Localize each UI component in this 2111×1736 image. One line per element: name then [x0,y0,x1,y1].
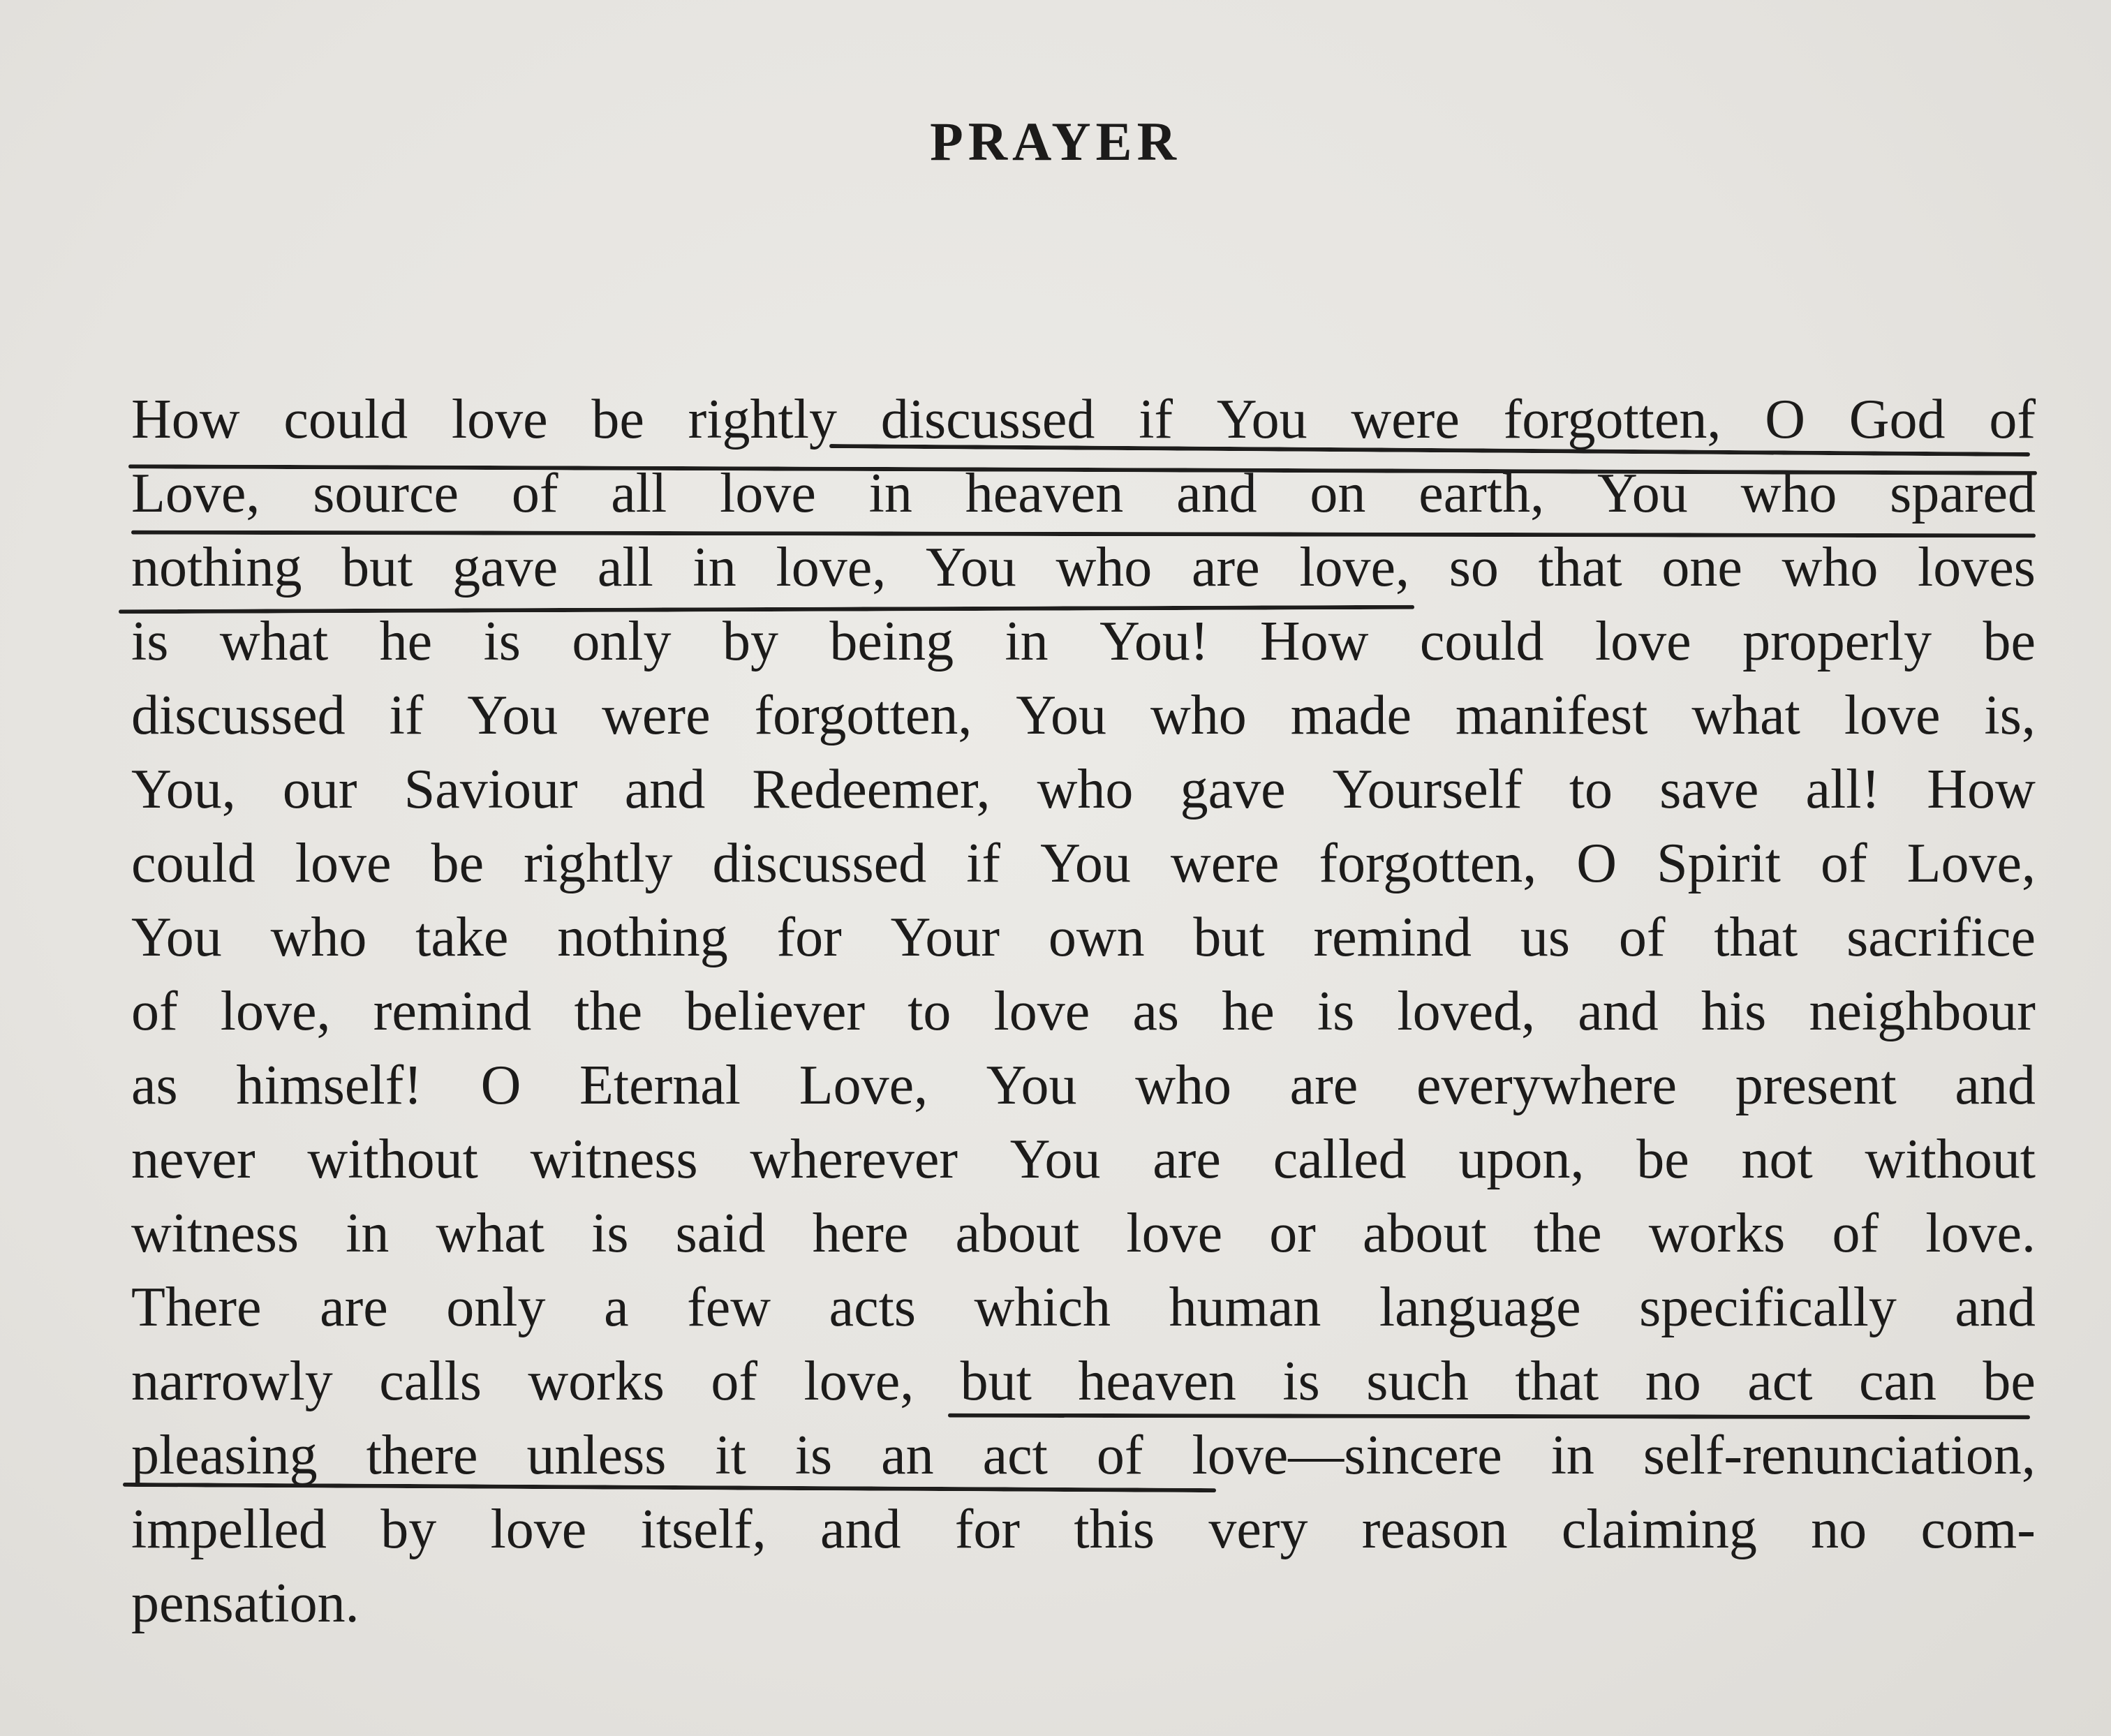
word: love [295,833,392,894]
word: there [366,1425,478,1486]
word: pleasing [131,1425,318,1486]
word: heaven [965,463,1124,524]
word: is, [1984,685,2036,746]
word: neighbour [1809,981,2036,1042]
word: but [960,1351,1032,1412]
word: discussed [880,389,1095,450]
word: How [1927,759,2036,820]
word: love [993,981,1090,1042]
word: be [431,833,484,894]
word: who [1056,537,1153,598]
word: no [1811,1499,1867,1560]
word: works [1648,1203,1786,1264]
word: O [1765,389,1805,450]
word: love [1126,1203,1223,1264]
word: love [720,463,816,524]
text-line [131,1122,2036,1196]
word: love [490,1499,587,1560]
word: himself! [236,1055,422,1116]
word: of [1832,1203,1879,1264]
word: earth, [1419,463,1545,524]
word: no [1645,1351,1701,1412]
word: that [1714,907,1798,968]
word: who [270,907,367,968]
word: Love, [799,1055,928,1116]
word: who [1150,685,1247,746]
word: the [1533,1203,1602,1264]
word: are [320,1277,388,1338]
word: are [1153,1129,1221,1190]
word: the [574,981,643,1042]
word: witness [131,1203,299,1264]
word: and [1955,1055,2036,1116]
word: How [131,389,240,450]
word: who [1782,537,1879,598]
word: and [1578,981,1659,1042]
word: were [1351,389,1460,450]
word: take [415,907,509,968]
word: not [1741,1129,1813,1190]
word: and [1955,1277,2036,1338]
word: You, [131,759,236,820]
word: and [624,759,706,820]
word: of [711,1351,757,1412]
word: unless [526,1425,667,1486]
word: and [820,1499,901,1560]
word: his [1701,981,1767,1042]
page-title: PRAYER [930,111,1181,172]
word: made [1290,685,1412,746]
word: of [1096,1425,1143,1486]
word: few [687,1277,771,1338]
word: own [1048,907,1145,968]
word: in [346,1203,390,1264]
word: as [1132,981,1180,1042]
word: forgotten, [754,685,972,746]
word: could [283,389,408,450]
word: he [1222,981,1275,1042]
word: what [219,611,329,672]
word: loves [1918,537,2036,598]
word: believer [685,981,865,1042]
word: You [1040,833,1131,894]
word: an [881,1425,934,1486]
word: could [1419,611,1544,672]
word: but [1193,907,1265,968]
word: You [1216,389,1308,450]
word: witness [530,1129,698,1190]
word: he [379,611,433,672]
word: were [602,685,711,746]
word: said [675,1203,766,1264]
word: forgotten, [1503,389,1721,450]
word: act [1747,1351,1813,1412]
word: it [715,1425,746,1486]
word: by [722,611,778,672]
word: O [480,1055,521,1116]
word: who [1740,463,1837,524]
word: are [1191,537,1260,598]
word: is [591,1203,629,1264]
word: were [1170,833,1280,894]
word: on [1310,463,1366,524]
word: You [1597,463,1688,524]
word: to [1569,759,1613,820]
word: is [131,611,169,672]
word: You [925,537,1016,598]
word: one [1661,537,1742,598]
word: Spirit [1657,833,1781,894]
word: such [1366,1351,1469,1412]
word: remind [373,981,532,1042]
text-line [131,531,2036,604]
word: human [1169,1277,1321,1338]
word: claiming [1561,1499,1757,1560]
word: be [1983,611,2036,672]
word: Yourself [1332,759,1523,820]
word: without [1865,1129,2036,1190]
word: upon, [1458,1129,1585,1190]
word: loved, [1397,981,1536,1042]
word: manifest [1455,685,1648,746]
text-line: pensation. [131,1573,360,1634]
word: for [954,1499,1021,1560]
word: love, [776,537,887,598]
word: love—sincere [1192,1425,1502,1486]
prayer-text [131,383,2036,1640]
word: language [1379,1277,1581,1338]
word: everywhere [1416,1055,1677,1116]
word: Love, [131,463,260,524]
word: remind [1313,907,1472,968]
word: specifically [1639,1277,1897,1338]
word: who [1135,1055,1231,1116]
text-line [131,1270,2036,1344]
word: by [380,1499,437,1560]
word: being [829,611,954,672]
word: never [131,1129,255,1190]
word: in [1005,611,1049,672]
word: a [604,1277,629,1338]
word: itself, [640,1499,766,1560]
word: who [1037,759,1134,820]
word: of [511,463,558,524]
word: of [1989,389,2036,450]
word: love [1594,611,1691,672]
text-line [131,1344,2036,1418]
word: are [1289,1055,1358,1116]
word: nothing [131,537,302,598]
word: is [1282,1351,1320,1412]
word: love. [1925,1203,2036,1264]
word: You [131,907,222,968]
word: You [1016,685,1107,746]
word: impelled [131,1499,327,1560]
word: all [611,463,667,524]
text-line [131,974,2036,1048]
word: only [572,611,672,672]
word: could [131,833,255,894]
word: works [528,1351,665,1412]
word: for [776,907,842,968]
text-line [131,1048,2036,1122]
word: and [1176,463,1257,524]
word: about [1363,1203,1487,1264]
word: O [1576,833,1617,894]
word: all! [1805,759,1881,820]
word: Love, [1906,833,2036,894]
word: You! [1099,611,1209,672]
word: of [1618,907,1666,968]
word: calls [379,1351,482,1412]
word: without [307,1129,478,1190]
text-line [131,1418,2036,1492]
text-line [131,1492,2036,1566]
word: God [1849,389,1946,450]
word: love [1844,685,1941,746]
word: You [986,1055,1077,1116]
word: Your [890,907,1000,968]
word: com- [1920,1499,2036,1560]
word: save [1659,759,1759,820]
text-line [131,604,2036,678]
word: in [868,463,912,524]
word: of [1820,833,1867,894]
word: You [1009,1129,1101,1190]
word: our [282,759,357,820]
word: nothing [557,907,728,968]
word: sacrifice [1846,907,2036,968]
word: is [1317,981,1355,1042]
word: reason [1361,1499,1508,1560]
word: gave [1180,759,1286,820]
word: spared [1890,463,2036,524]
text-line [131,752,2036,826]
word: what [1691,685,1800,746]
word: but [341,537,413,598]
word: love, [803,1351,914,1412]
word: source [313,463,459,524]
word: or [1269,1203,1316,1264]
text-line [131,1196,2036,1270]
word: There [131,1277,262,1338]
word: in [692,537,736,598]
word: act [982,1425,1048,1486]
word: only [446,1277,546,1338]
word: which [974,1277,1111,1338]
word: discussed [131,685,346,746]
word: be [1983,1351,2036,1412]
word: acts [829,1277,916,1338]
word: be [1636,1129,1689,1190]
word: rightly [688,389,837,450]
word: How [1259,611,1369,672]
text-line [131,900,2036,974]
word: Eternal [579,1055,741,1116]
word: in [1550,1425,1594,1486]
word: present [1735,1055,1897,1116]
word: gave [452,537,558,598]
word: is [483,611,521,672]
word: narrowly [131,1351,333,1412]
text-line [131,678,2036,752]
word: love [451,389,548,450]
word: discussed [712,833,927,894]
word: properly [1742,611,1932,672]
word: heaven [1078,1351,1236,1412]
word: what [436,1203,545,1264]
word: so [1449,537,1499,598]
word: this [1074,1499,1155,1560]
word: if [966,833,1001,894]
word: all [597,537,653,598]
word: that [1538,537,1622,598]
word: us [1520,907,1571,968]
word: wherever [750,1129,958,1190]
word: as [131,1055,178,1116]
text-line [131,826,2036,900]
word: if [389,685,424,746]
word: here [812,1203,909,1264]
word: that [1515,1351,1599,1412]
word: be [591,389,644,450]
word: about [955,1203,1080,1264]
word: self-renunciation, [1643,1425,2036,1486]
word: of [131,981,178,1042]
word: forgotten, [1319,833,1537,894]
word: is [794,1425,833,1486]
word: Redeemer, [752,759,991,820]
word: can [1858,1351,1936,1412]
word: You [467,685,558,746]
word: to [908,981,951,1042]
word: rightly [524,833,673,894]
word: love, [1299,537,1410,598]
word: Saviour [403,759,578,820]
word: love, [220,981,331,1042]
word: if [1139,389,1173,450]
word: called [1273,1129,1407,1190]
word: very [1208,1499,1308,1560]
